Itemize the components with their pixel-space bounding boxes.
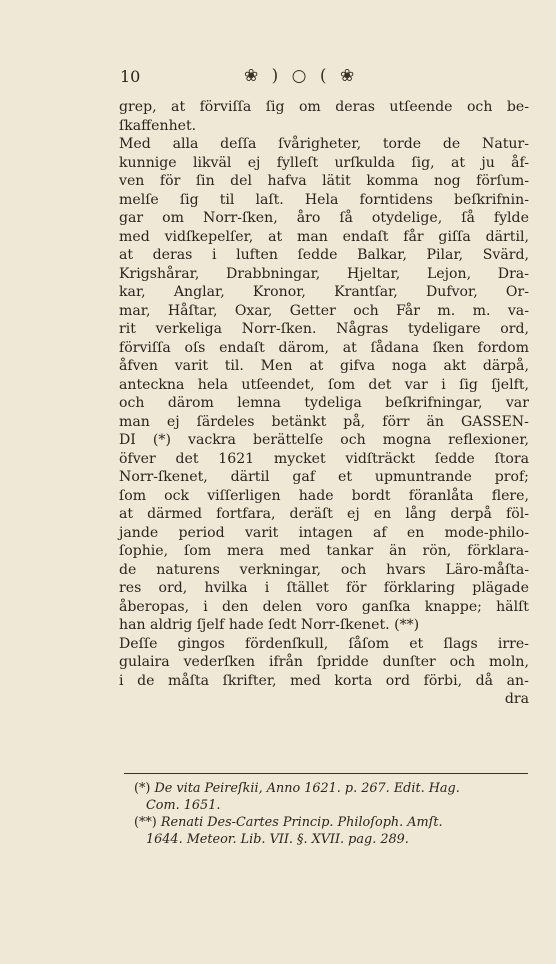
- text-line: öfver det 1621 mycket vidſträckt ſedde ſtora: [119, 450, 529, 467]
- text-line: Krigshårar, Drabbningar, Hjeltar, Lejon, Dra-: [119, 265, 529, 282]
- text-line: åfven varit til. Men at gifva noga akt därpå,: [119, 358, 529, 374]
- body-text: [119, 98, 529, 709]
- text-line: och därom lemna tydeliga beſkrifningar, var: [119, 395, 529, 411]
- footnote-divider: [124, 773, 528, 774]
- text-line: res ord, hvilka i ſtället för förklaring plägade: [119, 580, 529, 596]
- text-line: at därmed fortfara, deräſt ej en lång derpå föl-: [119, 506, 529, 522]
- footnote-text: Renati Des-Cartes Princip. Philoſoph. Amſt.: [160, 815, 443, 830]
- text-line: gulaira vederſken ifrån ſpridde dunſter och moln,: [119, 654, 529, 670]
- text-line: at deras i luften ſedde Balkar, Pilar, Svärd,: [119, 247, 529, 263]
- text-line: ſophie, ſom mera med tankar än rön, förklara-: [119, 543, 529, 559]
- page-header: [120, 62, 540, 90]
- footnote-mark: (**): [134, 815, 157, 830]
- footnote-text: Com. 1651.: [146, 798, 221, 813]
- text-line: ven för ſin del hafva lätit komma nog förſum-: [119, 173, 529, 189]
- text-line: Deſſe gingos fördenſkull, ſåſom et ſlags irre-: [119, 635, 529, 652]
- text-line: rit verkeliga Norr-ſken. Någras tydeligare ord,: [119, 321, 529, 337]
- footnote: [134, 814, 530, 848]
- ornament-icon: ❀ ) ○ ( ❀: [244, 66, 359, 86]
- text-line: gar om Norr-ſken, åro ſå otydelige, ſå fylde: [119, 210, 529, 226]
- text-line: Norr-ſkenet, därtil gaf et upmuntrande prof;: [119, 469, 529, 485]
- text-line: kunnige likväl ej fylleſt urſkulda ſig, at ju åf-: [119, 154, 529, 171]
- text-line: Med alla deſſa ſvårigheter, torde de Natur-: [119, 136, 529, 152]
- footnote: [134, 780, 530, 814]
- text-line: ſkaffenhet.: [119, 117, 197, 134]
- text-line: anteckna hela utſeendet, ſom det var i ſig ſjelft,: [119, 376, 529, 393]
- text-line: de naturens verkningar, och hvars Läro-måſta-: [119, 561, 529, 578]
- text-line: ſom ock viſſerligen hade bordt föranlåta flere,: [119, 487, 529, 504]
- footnote-mark: (*): [134, 781, 151, 796]
- footnote-text: De vita Peireſkii, Anno 1621. p. 267. Edit. Hag.: [154, 781, 460, 796]
- text-line: melſe ſig til laſt. Hela forntidens beſkrifnin-: [119, 191, 529, 208]
- text-line: man ej ſärdeles betänkt på, förr än GASSEN-: [119, 413, 529, 430]
- footnote-text: 1644. Meteor. Lib. VII. §. XVII. pag. 289.: [146, 832, 409, 847]
- text-line: grep, at förviſſa ſig om deras utſeende och be-: [119, 99, 529, 115]
- text-line: i de måſta ſkrifter, med korta ord förbi, då an-: [119, 672, 529, 689]
- text-line: dra: [504, 691, 529, 707]
- text-line: han aldrig ſjelf hade ſedt Norr-ſkenet. (**): [119, 617, 420, 633]
- text-line: kar, Anglar, Kronor, Krantſar, Dufvor, Or-: [119, 284, 529, 300]
- footnotes: [134, 780, 530, 848]
- text-line: DI (*) vackra berättelſe och mogna reflexioner,: [119, 432, 529, 448]
- page-number: 10: [120, 66, 141, 86]
- text-line: förviſſa oſs endaſt därom, at ſådana ſken fordom: [119, 339, 529, 356]
- text-line: med vidſkepelſer, at man endaſt får giſſa därtil,: [119, 228, 529, 245]
- text-line: jande period varit intagen af en mode-philo-: [119, 524, 529, 541]
- text-line: mar, Håſtar, Oxar, Getter och Får m. m. va-: [119, 302, 529, 319]
- text-line: åberopas, i den delen voro ganſka knappe; hälſt: [119, 598, 529, 615]
